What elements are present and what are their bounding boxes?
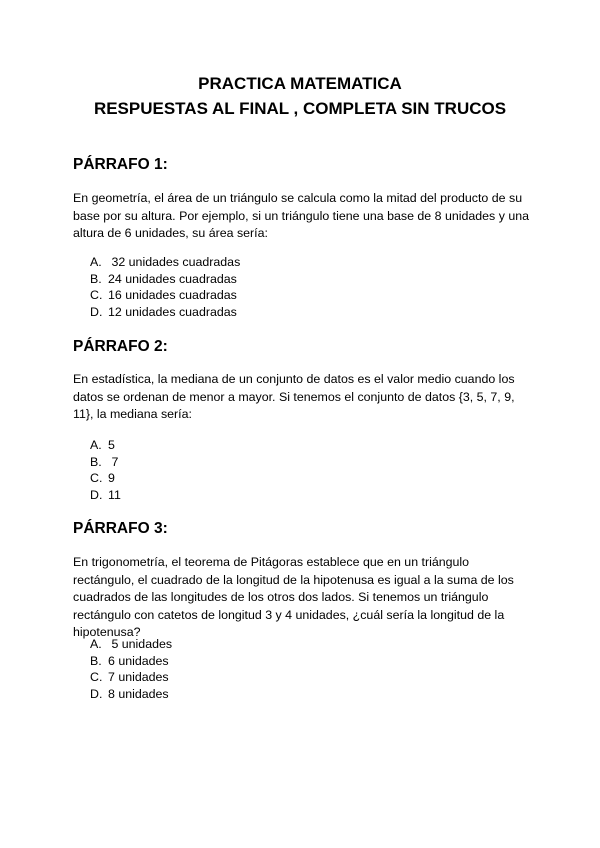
- section-text-1: En geometría, el área de un triángulo se calcula como la mitad del producto de su base por su altura. Por ejemplo, si un triángulo tiene una base de 8 unidades y una altura de 6 unidades, su área sería:: [73, 191, 530, 240]
- option-text: 12 unidades cuadradas: [108, 304, 237, 319]
- section-heading-3: PÁRRAFO 3:: [73, 520, 168, 537]
- option-letter: C.: [90, 471, 103, 485]
- option-item: [90, 437, 121, 454]
- option-letter: C.: [90, 288, 103, 302]
- option-text: 8 unidades: [108, 686, 169, 701]
- option-item: [90, 287, 240, 304]
- section-heading-2: PÁRRAFO 2:: [73, 338, 168, 355]
- option-item: [90, 487, 121, 504]
- option-list-1: [90, 254, 240, 320]
- option-text: 5: [108, 438, 115, 452]
- option-letter: D.: [90, 304, 103, 319]
- option-letter: B.: [90, 271, 102, 286]
- section-text-3: En trigonometría, el teorema de Pitágoras establece que en un triángulo rectángulo, el cuadrado de la longitud de la hipotenusa es igual a la suma de los cuadrados de las longitudes de los otros dos lados. Si tenemos un triángulo rectángulo con catetos de longitud 3 y 4 unidades, ¿cuál sería la longitud de la hipotenusa?: [73, 555, 514, 639]
- option-item: [90, 470, 121, 487]
- option-item: [90, 669, 172, 686]
- section-heading-1: PÁRRAFO 1:: [73, 156, 168, 173]
- option-text: 7 unidades: [108, 670, 169, 684]
- option-item: [90, 304, 240, 321]
- option-text: 9: [108, 471, 115, 485]
- option-item: [90, 686, 172, 703]
- option-text: 7: [108, 454, 119, 469]
- option-letter: B.: [90, 653, 102, 668]
- option-letter: A.: [90, 255, 102, 269]
- option-text: 5 unidades: [108, 637, 173, 651]
- option-letter: C.: [90, 670, 103, 684]
- option-text: 6 unidades: [108, 653, 169, 668]
- section-text-2: En estadística, la mediana de un conjunto de datos es el valor medio cuando los datos se ordenan de menor a mayor. Si tenemos el conjunto de datos {3, 5, 7, 9, 11}, la mediana sería:: [73, 372, 515, 421]
- option-item: [90, 254, 240, 271]
- option-text: 16 unidades cuadradas: [108, 288, 237, 302]
- option-item: [90, 653, 172, 670]
- option-text: 32 unidades cuadradas: [108, 255, 241, 269]
- option-list-2: [90, 437, 121, 503]
- option-letter: B.: [90, 454, 102, 469]
- option-item: [90, 271, 240, 288]
- option-letter: A.: [90, 637, 102, 651]
- document-title-line-2: RESPUESTAS AL FINAL , COMPLETA SIN TRUCOS: [93, 99, 507, 118]
- option-text: 11: [108, 487, 121, 502]
- option-letter: D.: [90, 487, 103, 502]
- option-letter: A.: [90, 438, 102, 452]
- option-item: [90, 636, 172, 653]
- option-item: [90, 454, 121, 471]
- option-letter: D.: [90, 686, 103, 701]
- document-title-line-1: PRACTICA MATEMATICA: [198, 74, 402, 93]
- option-text: 24 unidades cuadradas: [108, 271, 237, 286]
- option-list-3: [90, 636, 172, 702]
